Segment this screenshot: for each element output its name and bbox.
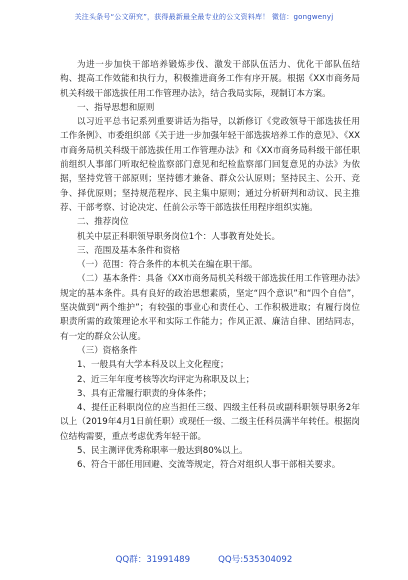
intro-paragraph: 为进一步加快干部培养锻炼步伐、激发干部队伍活力、优化干部队伍结构、提高工作效能和执行力，积极推进商务工作有序开展。根据《XX市商务局机关科级干部选拔任用工作管理办法》，结合我局实际，现制订本方案。 bbox=[60, 60, 360, 99]
qualification-item-3: 3、具有正常履行职责的身体条件； bbox=[77, 388, 212, 399]
section-heading-1: 一、指导思想和原则 bbox=[77, 102, 155, 113]
document-body bbox=[60, 58, 360, 473]
footer-contacts bbox=[0, 549, 408, 569]
qualification-item-1: 1、一般具有大学本科及以上文化程度； bbox=[77, 360, 229, 371]
qualification-item-6: 6、符合干部任用回避、交流等规定，符合对组织人事干部相关要求。 bbox=[77, 460, 341, 471]
position-paragraph: 机关中层正科职领导职务岗位1个：人事教育处处长。 bbox=[77, 231, 281, 242]
section-heading-2: 二、推荐岗位 bbox=[77, 217, 129, 228]
qualification-item-2: 2、近三年年度考核等次均评定为称职及以上； bbox=[77, 374, 255, 385]
footer-qq-number: QQ号:535304092 bbox=[218, 555, 293, 565]
footer-qq-group: QQ群：31991489 bbox=[115, 555, 191, 565]
guiding-principles-paragraph: 以习近平总书记系列重要讲话为指导，以新修订《党政领导干部选拔任用工作条例》、市委组织部《关于进一步加强年轻干部选拔培养工作的意见》、《XX市商务局机关科级干部选拔任用工作管理办法》和《XX市商务局科级干部任职前组织人事部门听取纪检监察部门意见和纪检监察部门回复意见的办法》为依据，坚持党管干部原则；坚持德才兼备、群众公认原则；坚持民主、公开、竞争、择优原则；坚持规范程序、民主集中原则；通过分析研判和动议、民主推荐、干部考察、讨论决定、任前公示等干部选拔任用程序组织实施。 bbox=[60, 117, 360, 213]
header-banner bbox=[0, 0, 408, 34]
qualification-heading: （三）资格条件 bbox=[77, 345, 138, 356]
qualification-item-4: 4、提任正科职岗位的应当担任三级、四级主任科员或副科职领导职务2年以上（2019年4月1日前任职）或现任一级、二级主任科员满半年转任。根据岗位结构需要，重点考虑优秀年轻干部。 bbox=[60, 403, 360, 442]
banner-wechat-text: 微信：gongwenyj bbox=[271, 13, 334, 21]
qualification-item-5: 5、民主测评优秀称职率一般达到80%以上。 bbox=[77, 446, 248, 457]
scope-paragraph: （一）范围：符合条件的本机关在编在职干部。 bbox=[77, 260, 258, 271]
banner-promo-text: 关注头条号“公文研究”，获得最新最全最专业的公文资料库！ bbox=[74, 13, 270, 21]
basic-conditions-paragraph: （二）基本条件：具备《XX市商务局机关科级干部选拔任用工作管理办法》规定的基本条件。具有良好的政治思想素质，坚定“四个意识”和“四个自信”，坚决做到“两个维护”；有较强的事业心和责任心、工作积极进取；有履行岗位职责所需的政策理论水平和实际工作能力；作风正派、廉洁自律、团结同志，有一定的群众公认度。 bbox=[60, 274, 360, 342]
section-heading-3: 三、范围及基本条件和资格 bbox=[77, 245, 181, 256]
banner-text bbox=[75, 12, 334, 22]
